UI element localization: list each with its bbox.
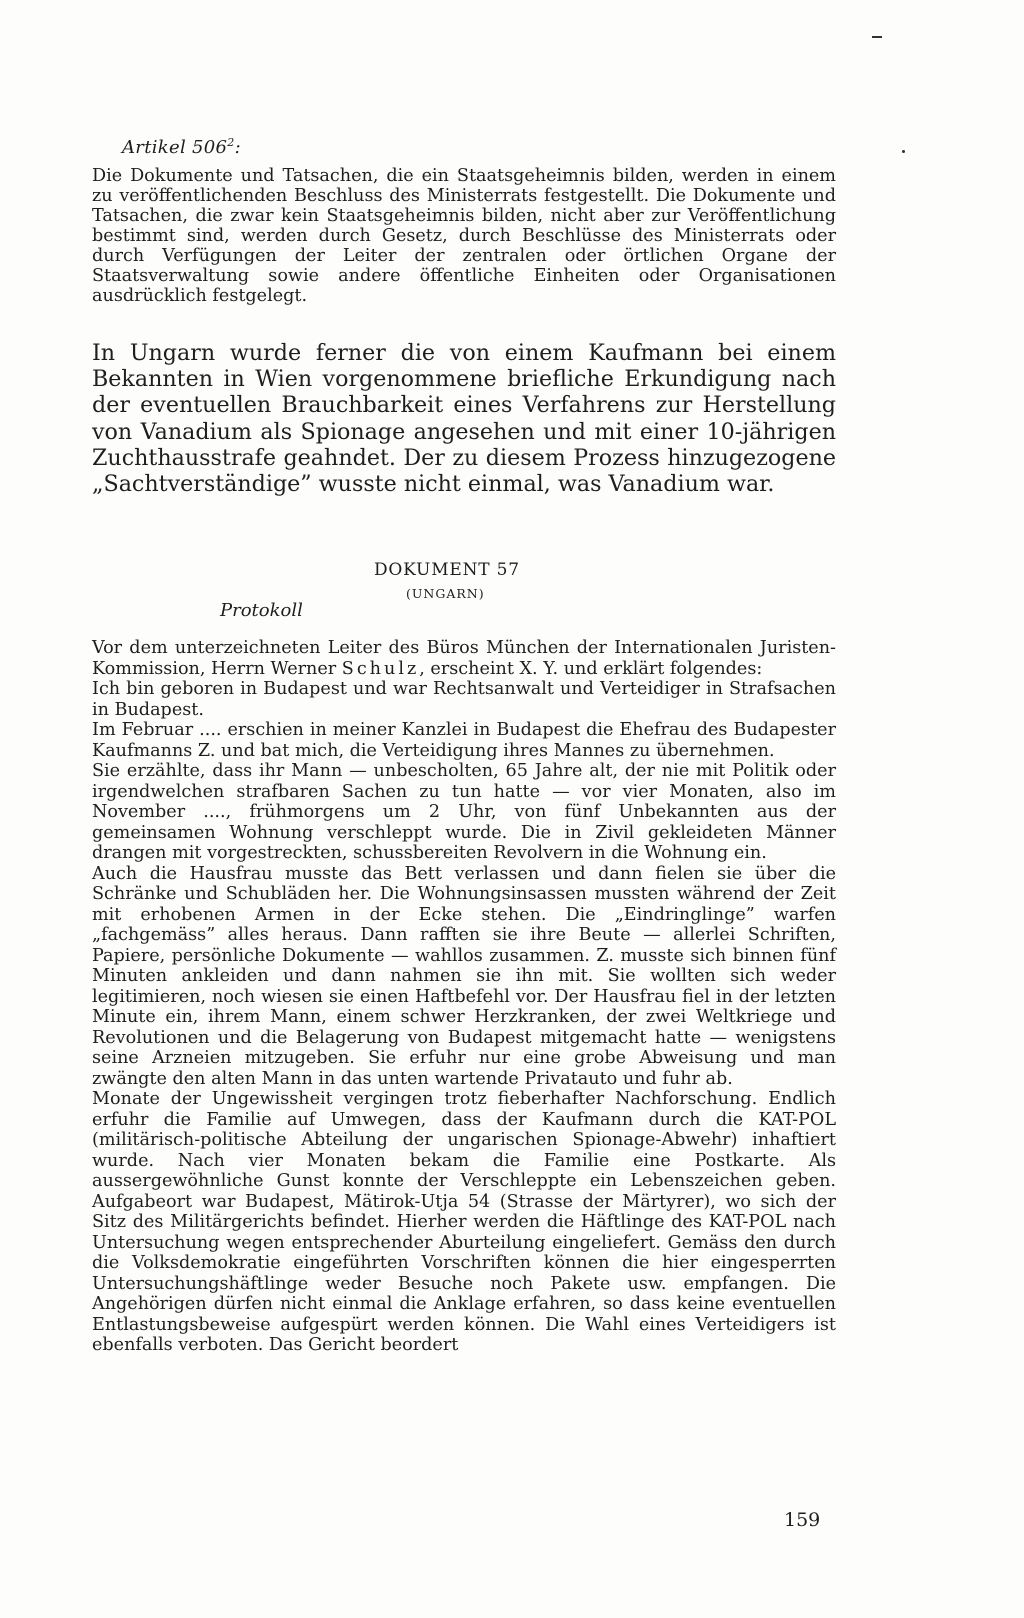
protocol-paragraph: Monate der Ungewissheit vergingen trotz fieberhafter Nachforschung. Endlich erfuhr die Familie auf Umwegen, dass der Kaufmann durch die KAT-POL (militärisch-politische Abteilung der ungarischen Spionage-Abwehr) inhaftiert wurde. Nach vier Monaten bekam die Familie eine Postkarte. Als aussergewöhnliche Gunst konnte der Verschleppte ein Lebenszeichen geben. Aufgabeort war Budapest, Mätirok-Utja 54 (Strasse der Märtyrer), wo sich der Sitz des Militärgerichts befindet. Hierher werden die Häftlinge des KAT-POL nach Untersuchung wegen entsprechender Aburteilung eingeliefert. Gemäss den durch die Volksdemokratie eingeführten Vorschriften können die hier eingesperrten Untersuchungshäftlinge weder Besuche noch Pakete usw. empfangen. Die Angehörigen dürfen nicht einmal die Anklage erfahren, so dass keine eventuellen Entlastungsbeweise aufgespürt werden können. Die Wahl eines Verteidigers ist ebenfalls verboten. Das Gericht beordert bbox=[92, 1089, 836, 1355]
protocol-intro-paragraph bbox=[92, 638, 836, 679]
protocol-paragraph: Auch die Hausfrau musste das Bett verlassen und dann fielen sie über die Schränke und Schubläden her. Die Wohnungsinsassen mussten während der Zeit mit erhobenen Armen in der Ecke stehen. Die „Eindringlinge” warfen „fachgemäss” alles heraus. Dann rafften sie ihre Beute — allerlei Schriften, Papiere, persönliche Dokumente — wahllos zusammen. Z. musste sich binnen fünf Minuten ankleiden und dann nahmen sie ihn mit. Sie wollten sich weder legitimieren, noch wiesen sie einen Haftbefehl vor. Der Hausfrau fiel in der letzten Minute ein, ihrem Mann, einem schwer Herzkranken, der zwei Weltkriege und Revolutionen und die Belagerung von Budapest mitgemacht hatte — wenigstens seine Arzneien mitzugeben. Sie erfuhr nur eine grobe Abweisung und man zwängte den alten Mann in das unten wartende Privatauto und fuhr ab. bbox=[92, 863, 836, 1089]
margin-dash-mark bbox=[872, 36, 882, 38]
document-country: (UNGARN) bbox=[406, 586, 485, 601]
essay-paragraph: In Ungarn wurde ferner die von einem Kaufmann bei einem Bekannten in Wien vorgenommene briefliche Erkundigung nach der eventuellen Brauchbarkeit eines Verfahrens zur Herstellung von Vanadium als Spionage angesehen und mit einer 10-jährigen Zuchthausstrafe geahndet. Der zu diesem Prozess hinzugezogene „Sachtverständige” wusste nicht einmal, was Vanadium war. bbox=[92, 340, 836, 498]
article-paragraph: Die Dokumente und Tatsachen, die ein Staatsgeheimnis bilden, werden in einem zu veröffentlichenden Beschluss des Ministerrats festgestellt. Die Dokumente und Tatsachen, die zwar kein Staatsgeheimnis bilden, nicht aber zur Veröffentlichung bestimmt sind, werden durch Gesetz, durch Beschlüsse des Ministerrats oder durch Verfügungen der Leiter der zentralen oder örtlichen Organe der Staatsverwaltung sowie andere öffentliche Einheiten oder Organisationen ausdrücklich festgelegt. bbox=[92, 166, 836, 306]
document-title: DOKUMENT 57 bbox=[374, 560, 520, 580]
protocol-paragraph: Im Februar .... erschien in meiner Kanzlei in Budapest die Ehefrau des Budapester Kaufmanns Z. und bat mich, die Verteidigung ihres Mannes zu übernehmen. bbox=[92, 720, 836, 761]
intro-text-after-name: , erscheint X. Y. und erklärt folgendes: bbox=[419, 658, 763, 679]
protocol-paragraph: Sie erzählte, dass ihr Mann — unbescholten, 65 Jahre alt, der nie mit Politik oder irgendwelchen strafbaren Sachen zu tun hatte — vor vier Monaten, also im November ...., frühmorgens um 2 Uhr, von fünf Unbekannten aus der gemeinsamen Wohnung verschleppt wurde. Die in Zivil gekleideten Männer drangen mit vorgestreckten, schussbereiten Revolvern in die Wohnung ein. bbox=[92, 761, 836, 863]
article-heading-suffix: : bbox=[234, 137, 241, 158]
document-subtitle: Protokoll bbox=[220, 600, 303, 621]
article-text-block bbox=[92, 166, 836, 306]
margin-dot-mark bbox=[902, 150, 905, 153]
intro-name: Schulz bbox=[341, 658, 420, 679]
article-heading-text: Artikel 506 bbox=[122, 137, 228, 158]
protocol-paragraph: Ich bin geboren in Budapest und war Rechtsanwalt und Verteidiger in Strafsachen in Budapest. bbox=[92, 679, 836, 720]
article-heading bbox=[122, 136, 241, 158]
page-number: 159 bbox=[784, 1509, 821, 1531]
article-heading-superscript: 2 bbox=[227, 136, 235, 149]
intro-text-before-name: Vor dem unterzeichneten Leiter des Büros München der Internationalen Juristen-Kommission, Herrn Werner bbox=[92, 638, 836, 679]
protocol-text-block bbox=[92, 638, 836, 1356]
